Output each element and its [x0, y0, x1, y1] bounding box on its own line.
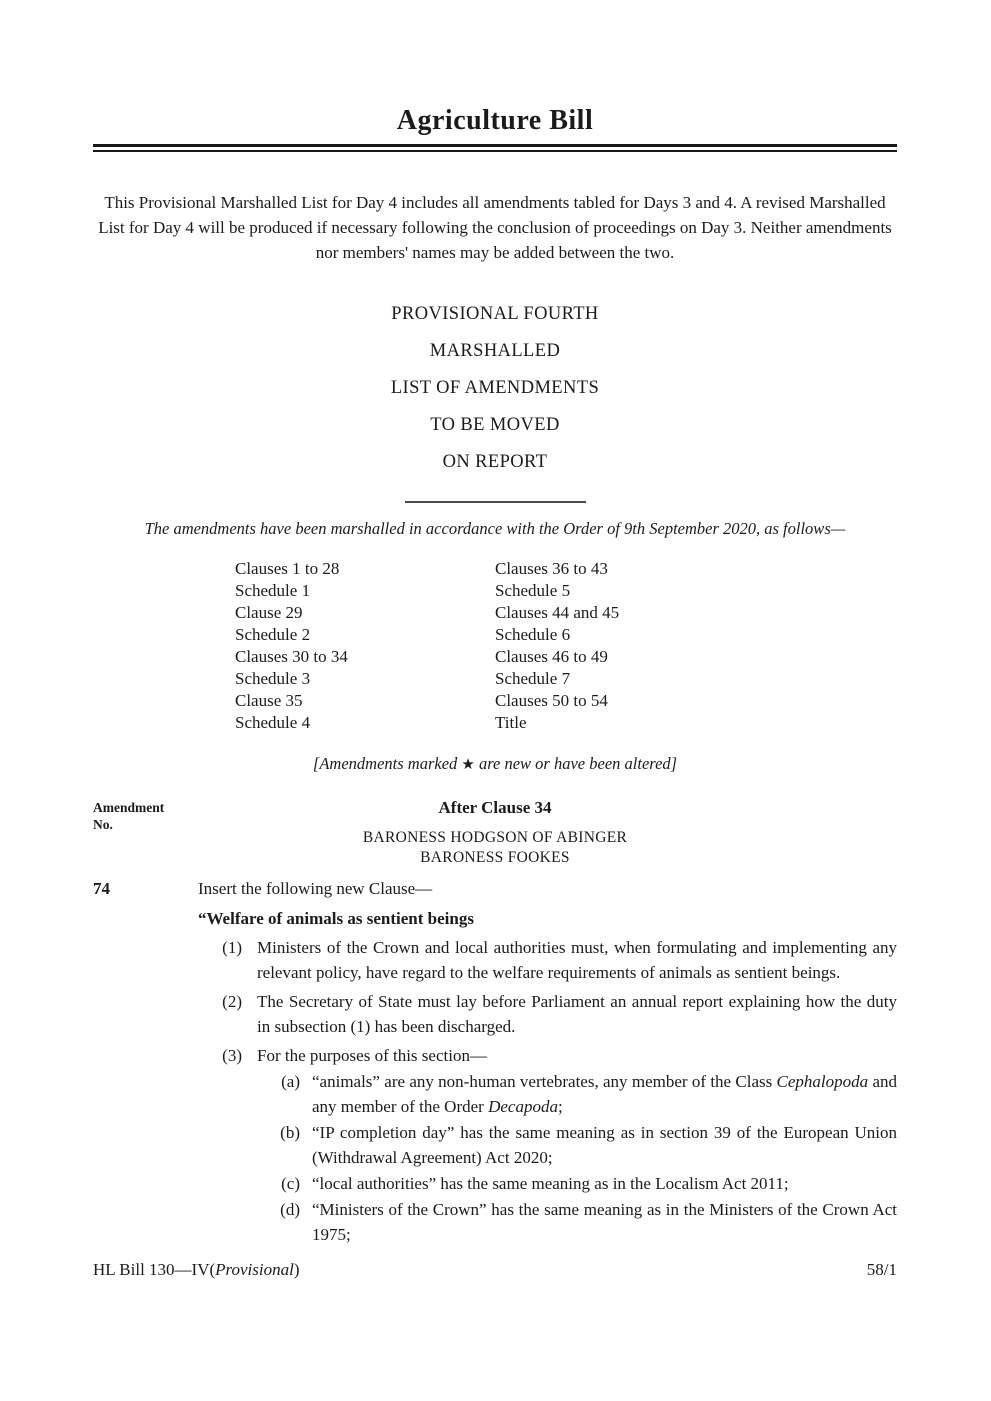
subsection-marker: (2)	[222, 991, 242, 1011]
item-marker: (d)	[280, 1199, 300, 1219]
amendment-instruction: Insert the following new Clause—	[198, 878, 433, 898]
star-icon: ★	[461, 756, 475, 773]
subsection-text: The Secretary of State must lay before Parliament an annual report explaining how the duty in subsection (1) has been discharged.	[257, 991, 897, 1036]
order-list-right-column	[495, 558, 755, 734]
subsection-marker: (1)	[222, 937, 242, 957]
star-note-post-text: are new or have been altered	[474, 753, 671, 773]
order-list-item: Clauses 36 to 43	[495, 558, 608, 578]
clause-subsection-3	[198, 1043, 897, 1247]
order-list-item: Clauses 46 to 49	[495, 646, 608, 666]
order-list-item: Clauses 30 to 34	[235, 646, 348, 666]
footer-bill-number-provisional: Provisional	[215, 1260, 294, 1279]
item-text-segment: “animals” are any non-human vertebrates, any member of the Class	[312, 1071, 777, 1091]
page-title: Agriculture Bill	[396, 105, 594, 136]
amendment-body	[198, 876, 897, 1247]
heading-line-marshalled: MARSHALLED	[429, 341, 561, 361]
clause-item-b	[257, 1120, 897, 1170]
order-list-item: Schedule 5	[495, 580, 571, 600]
subsection-text: For the purposes of this section—	[257, 1045, 487, 1065]
amendment-no-label-line2: No.	[93, 816, 113, 832]
intro-paragraph: This Provisional Marshalled List for Day 4 includes all amendments tabled for Days 3 and 4. A revised Marshalled List for Day 4 will be produced if necessary following the conclusion of proceedings on Day 3. Neither amendments nor members' names may be added between the two.	[98, 193, 892, 262]
footer-page-number: 58/1	[866, 1260, 897, 1279]
amendment-section-header	[93, 797, 897, 868]
heading-line-on-report: ON REPORT	[442, 452, 548, 472]
star-note-pre-text: Amendments marked	[319, 753, 462, 773]
order-list-item: Clauses 1 to 28	[235, 558, 340, 578]
amendment-number: 74	[93, 878, 110, 898]
order-list-item: Clause 35	[235, 690, 303, 710]
item-text	[312, 1069, 897, 1119]
item-marker: (c)	[281, 1173, 300, 1193]
amendment-no-label-line1: Amendment	[93, 799, 165, 815]
star-note-close-bracket: ]	[670, 753, 678, 773]
order-list-left-column	[235, 558, 495, 734]
sponsor-name: BARONESS FOOKES	[420, 848, 570, 866]
clause-subsection-1	[198, 935, 897, 985]
star-note-open-bracket: [	[312, 753, 320, 773]
page-footer	[93, 1259, 897, 1281]
new-clause-title: “Welfare of animals as sentient beings	[198, 908, 474, 928]
order-list-item: Clauses 44 and 45	[495, 602, 620, 622]
section-heading-after-clause-34: After Clause 34	[438, 797, 552, 817]
order-list-item: Schedule 2	[235, 624, 311, 644]
clause-item-a	[257, 1069, 897, 1119]
item-text-segment: ;	[557, 1096, 563, 1116]
item-text: “local authorities” has the same meaning as in the Localism Act 2011;	[312, 1173, 789, 1193]
order-list-item: Schedule 1	[235, 580, 311, 600]
list-heading-block	[93, 296, 897, 481]
heading-line-provisional-fourth: PROVISIONAL FOURTH	[391, 304, 599, 324]
title-double-rule	[93, 144, 897, 152]
subsection-marker: (3)	[222, 1045, 242, 1065]
sponsor-list	[93, 828, 897, 868]
item-marker: (a)	[281, 1071, 300, 1091]
heading-line-to-be-moved: TO BE MOVED	[430, 415, 560, 435]
star-note	[93, 752, 897, 777]
item-marker: (b)	[280, 1122, 300, 1142]
clause-item-c	[257, 1171, 897, 1196]
footer-bill-number-post: )	[293, 1260, 300, 1279]
order-list-item: Clause 29	[235, 602, 303, 622]
order-list-item: Schedule 6	[495, 624, 571, 644]
clause-item-d	[257, 1197, 897, 1247]
order-list-item: Clauses 50 to 54	[495, 690, 608, 710]
item-text-latin-term: Cephalopoda	[776, 1071, 869, 1091]
order-list-item: Title	[495, 712, 527, 732]
footer-bill-number-pre: HL Bill 130—IV(	[93, 1260, 216, 1279]
order-list-item: Schedule 3	[235, 668, 311, 688]
section-divider	[405, 501, 586, 503]
order-list-item: Schedule 7	[495, 668, 571, 688]
heading-line-list-of-amendments: LIST OF AMENDMENTS	[390, 378, 600, 398]
order-list-item: Schedule 4	[235, 712, 311, 732]
marshal-note: The amendments have been marshalled in accordance with the Order of 9th September 2020, as follows—	[144, 519, 846, 538]
subsection-text-and-items	[257, 1043, 897, 1247]
item-text: “IP completion day” has the same meaning as in section 39 of the European Union (Withdrawal Agreement) Act 2020;	[312, 1122, 897, 1167]
sponsor-name: BARONESS HODGSON OF ABINGER	[362, 828, 628, 846]
amendment-74	[93, 876, 897, 1247]
footer-bill-number	[93, 1259, 300, 1281]
item-text: “Ministers of the Crown” has the same meaning as in the Ministers of the Crown Act 1975;	[312, 1199, 897, 1244]
item-text-segment: and any member of the Order	[312, 1071, 898, 1116]
amendment-no-label	[93, 799, 164, 833]
subsection-text: Ministers of the Crown and local authorities must, when formulating and implementing any relevant policy, have regard to the welfare requirements of animals as sentient beings.	[257, 937, 897, 982]
marshalling-order-list	[235, 558, 897, 734]
clause-subsection-2	[198, 989, 897, 1039]
item-text-latin-term: Decapoda	[488, 1096, 558, 1116]
